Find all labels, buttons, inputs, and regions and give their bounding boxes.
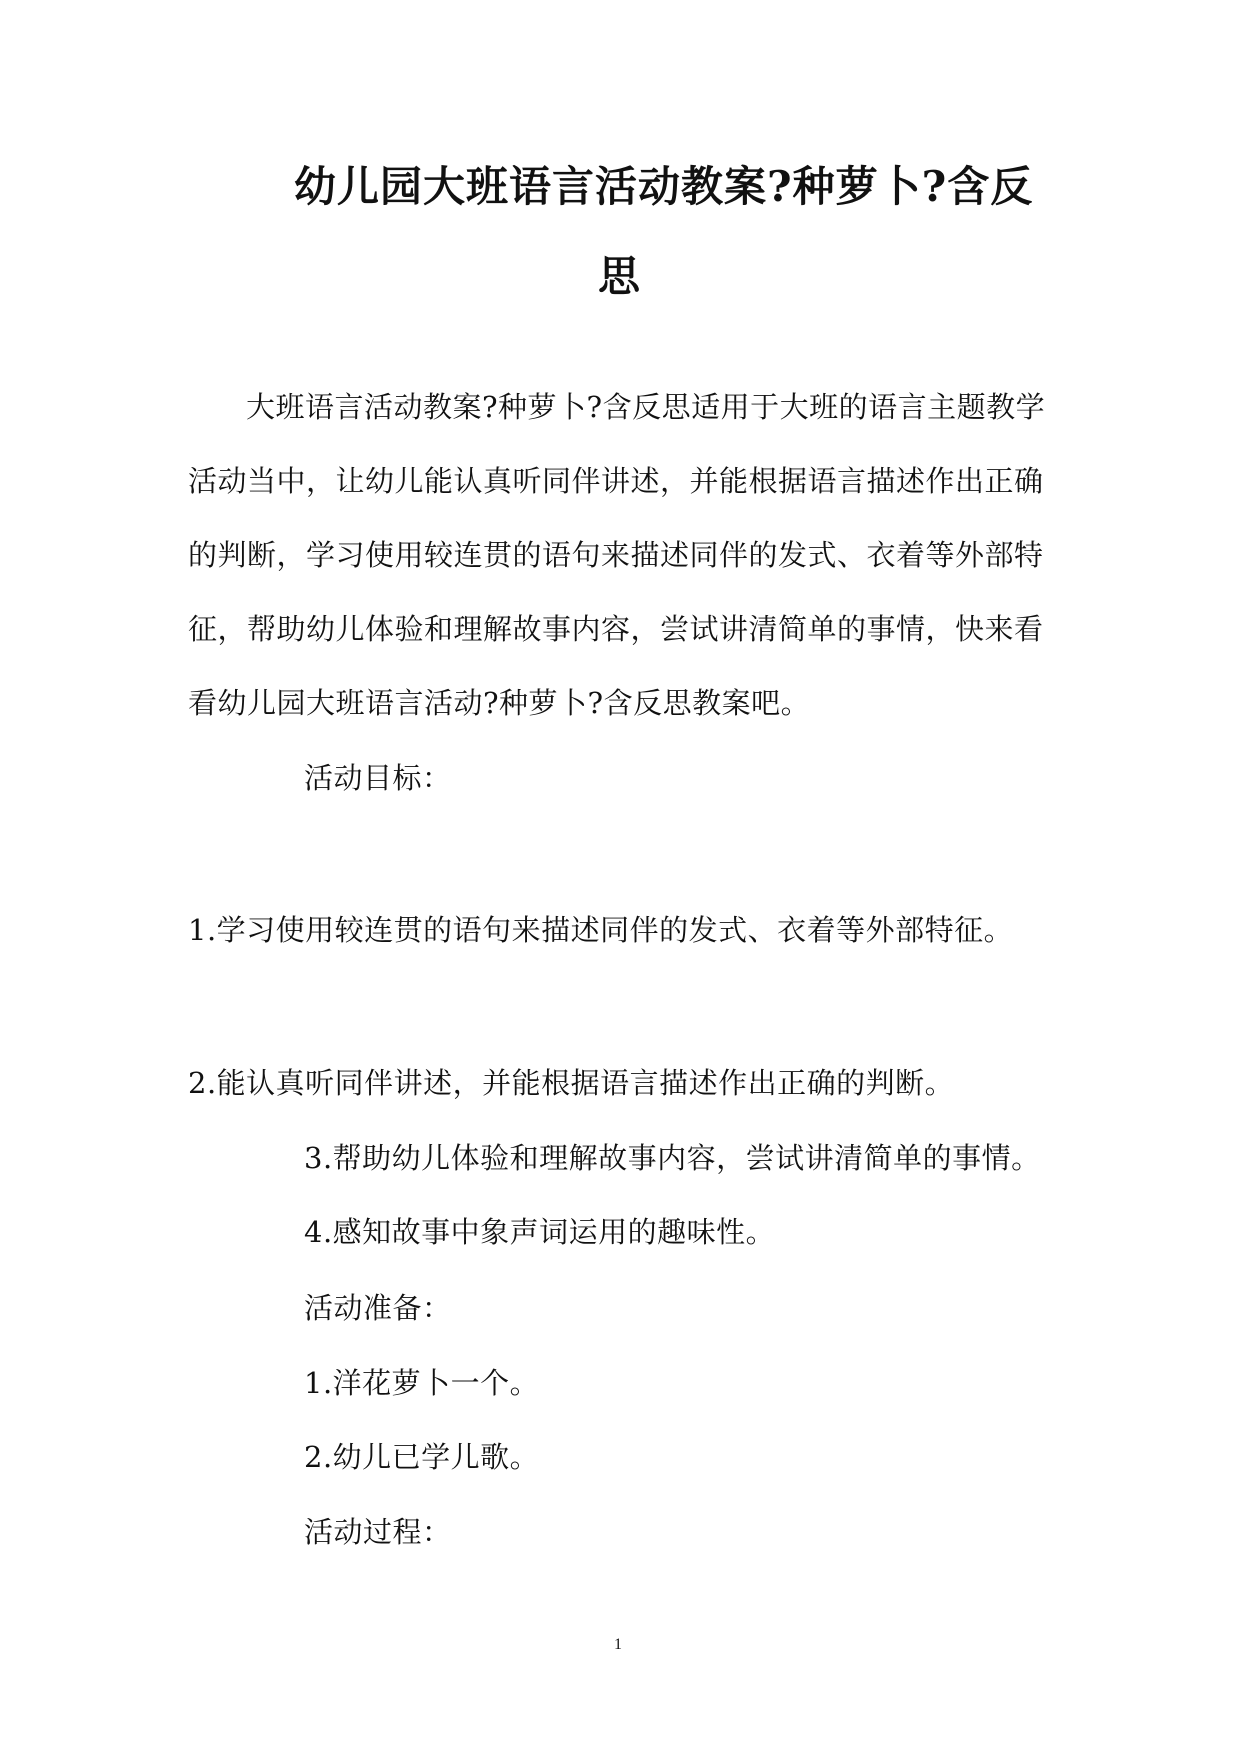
- intro-line-2: 活动当中，让幼儿能认真听同伴讲述，并能根据语言描述作出正确: [188, 464, 1044, 498]
- prep-item-2: 2.幼儿已学儿歌。: [304, 1440, 540, 1474]
- prep-heading: 活动准备：: [304, 1291, 452, 1325]
- prep-item-1: 1.洋花萝卜一个。: [304, 1366, 540, 1400]
- goal-item-4: 4.感知故事中象声词运用的趣味性。: [304, 1215, 776, 1249]
- page-number: 1: [614, 1636, 622, 1653]
- goal-item-3: 3.帮助幼儿体验和理解故事内容，尝试讲清简单的事情。: [304, 1141, 1041, 1175]
- goals-heading: 活动目标：: [304, 761, 452, 795]
- goal-item-2: 2.能认真听同伴讲述，并能根据语言描述作出正确的判断。: [188, 1066, 955, 1100]
- intro-line-5: 看幼儿园大班语言活动?种萝卜?含反思教案吧。: [188, 686, 811, 720]
- goal-item-1: 1.学习使用较连贯的语句来描述同伴的发式、衣着等外部特征。: [188, 913, 1014, 947]
- intro-line-1: 大班语言活动教案?种萝卜?含反思适用于大班的语言主题教学: [246, 390, 1046, 424]
- intro-line-3: 的判断，学习使用较连贯的语句来描述同伴的发式、衣着等外部特: [188, 538, 1044, 572]
- document-title-line-1: 幼儿园大班语言活动教案?种萝卜?含反: [294, 162, 1034, 211]
- intro-line-4: 征，帮助幼儿体验和理解故事内容，尝试讲清简单的事情，快来看: [188, 612, 1044, 646]
- document-title-line-2: 思: [598, 252, 642, 301]
- process-heading: 活动过程：: [304, 1515, 452, 1549]
